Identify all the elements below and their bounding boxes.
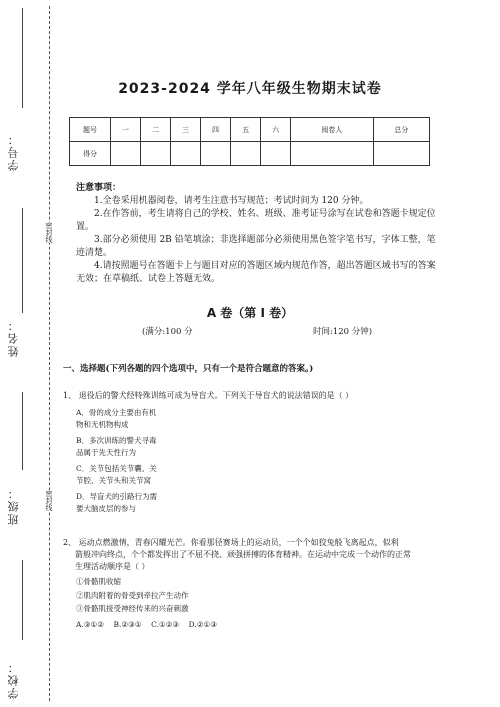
option-line: B．多次训练的警犬寻毒 [76,436,157,445]
score-cell[interactable] [373,142,429,166]
option-line: C．关节包括关节囊、关 [76,464,157,473]
header-cell: 一 [111,118,141,142]
answer-choices: A.③①② B.②③① C.①②③ D.②①③ [76,619,217,629]
student-name-label: 姓名： [7,318,20,357]
score-row-label: 得分 [70,142,111,166]
score-table-score-row [70,142,430,166]
stem-line: 生理活动顺序是（ ） [75,562,150,571]
header-cell: 四 [201,118,231,142]
item-line: ②肌肉附着的骨受到牵拉产生动作 [76,590,189,600]
school-label: 学校： [7,660,20,699]
option-line: 要大脑皮层的参与 [76,503,136,513]
option-line: 物和无机物构成 [76,419,129,429]
class-underline [22,392,23,470]
question-1-options [76,407,157,514]
item-line: ①骨骼肌收缩 [76,577,121,586]
notice-heading: 注意事项： [76,183,122,193]
section-title: 一、选择题(下列各题的四个选项中，只有一个是符合题意的答案。) [63,364,314,374]
header-cell: 阅卷人 [291,118,374,142]
score-table [69,117,430,166]
header-cell: 三 [171,118,201,142]
volume-title: A 卷（第 I 卷） [206,306,294,320]
header-cell: 二 [141,118,171,142]
option-line: D．导盲犬的引路行为需 [76,492,158,501]
score-cell[interactable] [171,142,201,166]
notice-block [76,182,436,286]
question-2-stem [63,537,411,573]
question-2-items [76,576,217,630]
score-cell[interactable] [141,142,171,166]
notice-item: 4.请按照题号在答题卡上与题目对应的答题区域内规范作答，超出答题区域书写的答案无效；在草稿纸、试卷上答题无效。 [76,261,436,284]
header-cell: 总分 [373,118,429,142]
exam-time: 时间:120 分钟) [313,327,373,337]
option-line: 品属于先天性行为 [76,447,136,457]
notice-item: 3.部分必须使用 2B 铅笔填涂；非选择题部分必须使用黑色签字笔书写，字体工整，笔迹清楚。 [76,235,436,258]
seal-text-top: 密封线 [45,222,53,243]
notice-item: 1.全卷采用机器阅卷，请考生注意书写规范；考试时间为 120 分钟。 [94,196,369,206]
header-cell: 题号 [70,118,111,142]
score-cell[interactable] [291,142,374,166]
header-cell: 六 [261,118,291,142]
school-underline [22,560,23,640]
notice-item: 2.在作答前，考生请将自己的学校、姓名、班级、准考证号涂写在试卷和答题卡规定位置。 [76,209,436,232]
name-underline [22,208,23,313]
score-cell[interactable] [111,142,141,166]
option-line: A．骨的成分主要由有机 [76,408,157,417]
item-line: ③骨骼肌接受神经传来的兴奋刺激 [76,604,189,613]
exam-title: 2023-2024 学年八年级生物期末试卷 [118,81,382,97]
option-line: 节腔、关节头和关节窝 [76,475,151,485]
score-cell[interactable] [261,142,291,166]
student-id-label: 学号： [7,132,20,171]
score-table-header-row [70,118,430,142]
class-label: 班级： [7,486,20,525]
stem-line: 箭般冲向终点，个个都发挥出了不屈不挠、顽强拼搏的体育精神。在运动中完成一个动作的正常 [75,550,411,559]
score-cell[interactable] [201,142,231,166]
full-score: (满分:100 分 [142,327,193,337]
seal-text-bottom: 密封线 [45,490,53,511]
binding-line [49,6,50,701]
stem-line: 2、 运动点燃激情，青春闪耀光芒。你看那径赛场上的运动员，一个个如狡兔般飞离起点，似利 [63,538,399,547]
question-1-stem: 1、 退役后的警犬经特殊训练可成为导盲犬。下列关于导盲犬的说法错误的是（ ） [63,391,354,400]
header-cell: 五 [231,118,261,142]
score-cell[interactable] [231,142,261,166]
